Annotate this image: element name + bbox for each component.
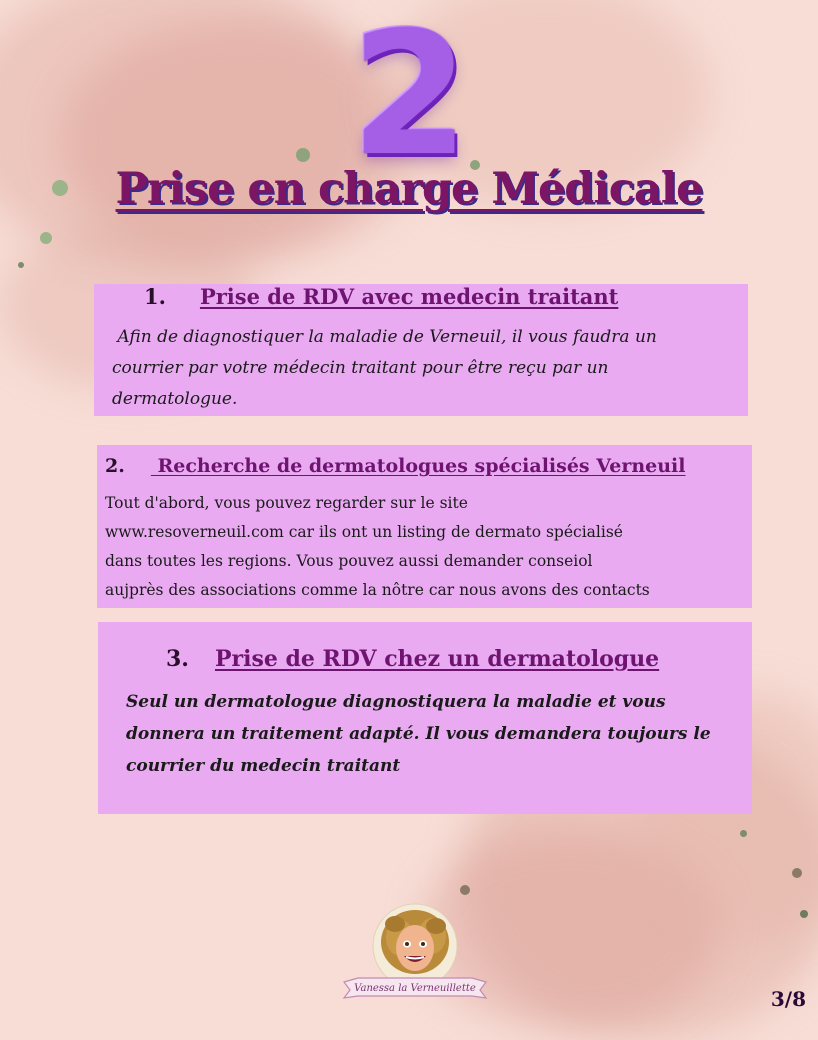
step-number: 2 [350, 0, 470, 194]
page-indicator: 3/8 [770, 987, 806, 1011]
item-heading [144, 284, 618, 309]
item-number: 1. [144, 284, 166, 309]
item-box-3 [98, 622, 752, 814]
item-title: Prise de RDV avec medecin traitant [199, 284, 619, 309]
body-line: aujprès des associations comme la nôtre car nous avons des contacts [105, 581, 650, 599]
avatar-icon [373, 904, 457, 988]
association-logo [340, 902, 490, 1012]
item-number: 2. [105, 455, 125, 477]
logo-banner-text: Vanessa la Verneuillette [354, 983, 476, 994]
body-line: donnera un traitement adapté. Il vous demandera toujours le [126, 724, 711, 744]
item-body [112, 322, 742, 415]
item-title: Recherche de dermatologues spécialisés Verneuil [150, 455, 686, 477]
page-title: Prise en charge Médicale [115, 164, 703, 214]
item-heading [105, 455, 685, 477]
body-line: dermatologue. [112, 389, 238, 409]
item-heading [166, 646, 659, 672]
body-line: Tout d'abord, vous pouvez regarder sur le site [105, 494, 468, 512]
item-body [126, 686, 746, 782]
body-line: www.resoverneuil.com car ils ont un listing de dermato spécialisé [105, 523, 623, 541]
body-line: dans toutes les regions. Vous pouvez aussi demander conseiol [105, 552, 593, 570]
body-line: courrier par votre médecin traitant pour être reçu par un [112, 358, 609, 378]
item-title: Prise de RDV chez un dermatologue [214, 646, 660, 672]
item-box-1 [94, 284, 748, 416]
item-number: 3. [166, 646, 189, 672]
body-line: courrier du medecin traitant [126, 756, 401, 776]
body-line: Seul un dermatologue diagnostiquera la maladie et vous [126, 692, 666, 712]
body-line: Afin de diagnostiquer la maladie de Verneuil, il vous faudra un [112, 327, 657, 347]
item-box-2 [97, 445, 752, 608]
item-body [105, 489, 750, 605]
